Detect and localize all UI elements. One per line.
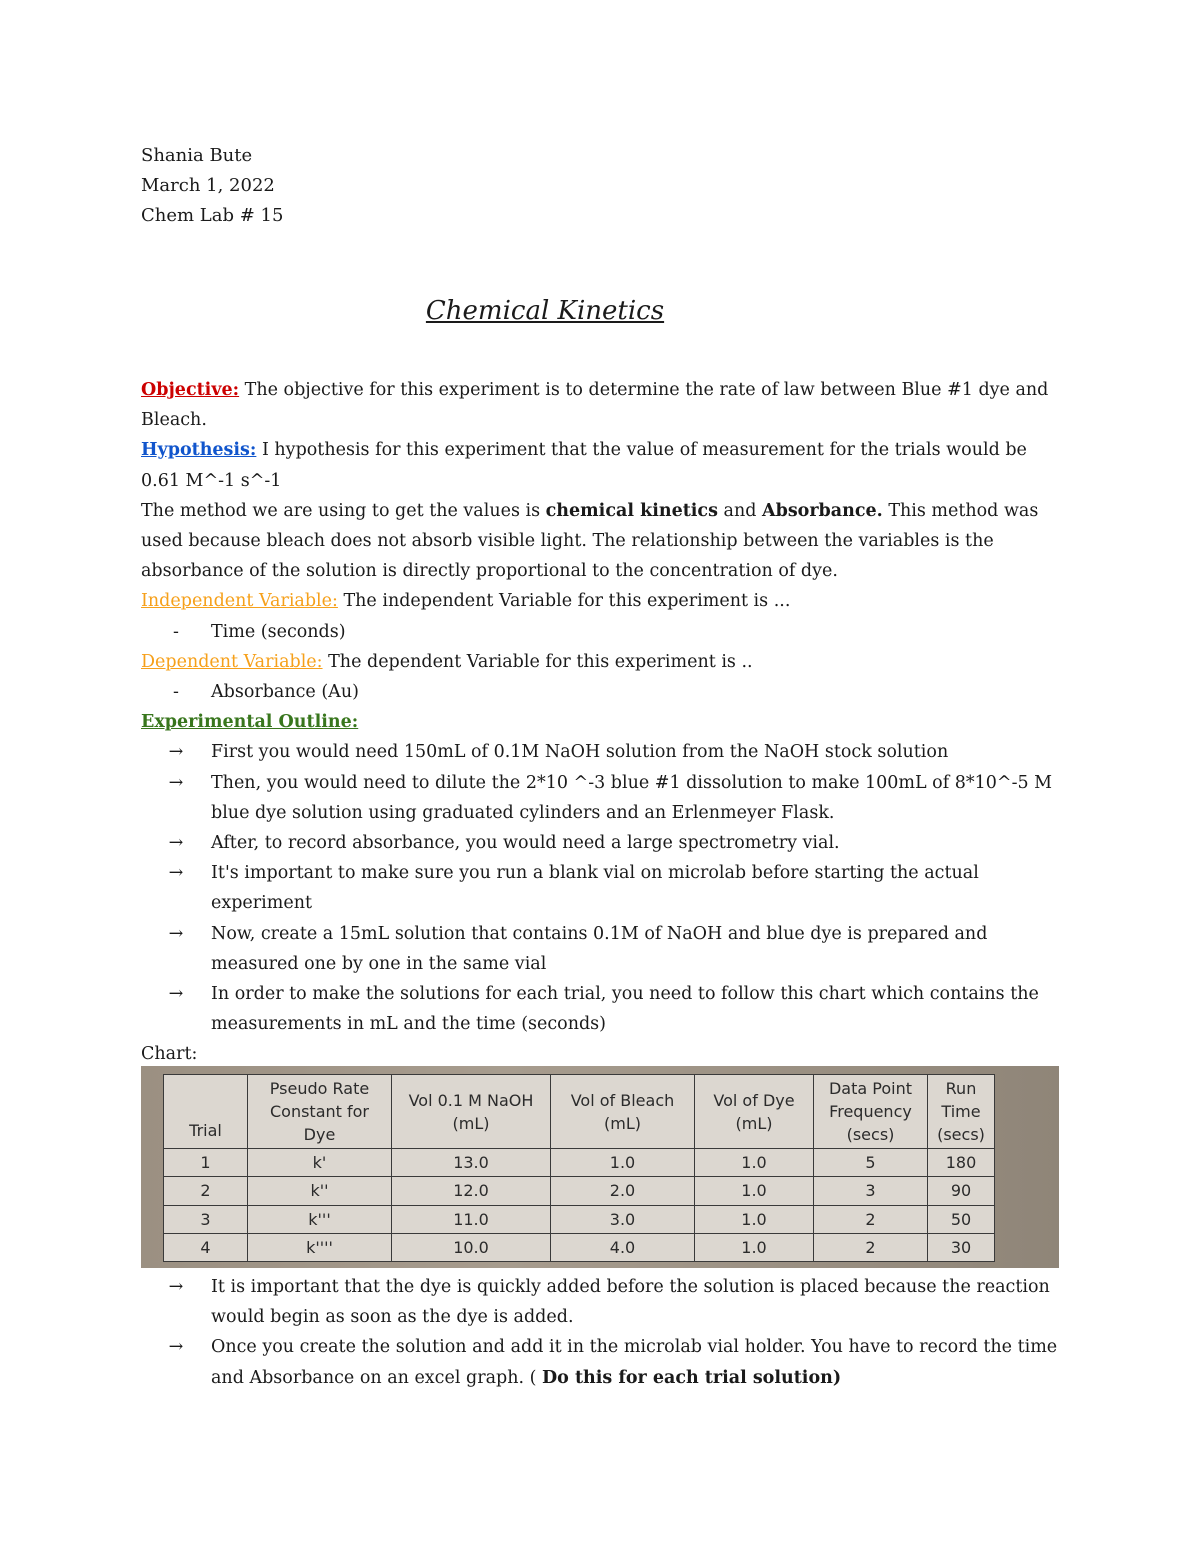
- outline-step-text: Then, you would need to dilute the 2*10 ^-3 blue #1 dissolution to make 100mL of 8*10^-5 M blue dye solution using graduated cylinders and an Erlenmeyer Flask.: [211, 772, 1053, 823]
- column-header: Vol of Bleach (mL): [551, 1075, 695, 1149]
- table-cell: 1.0: [695, 1149, 814, 1177]
- column-header: Run Time (secs): [928, 1075, 995, 1149]
- dependent-bullet-text: Absorbance (Au): [211, 682, 359, 703]
- table-cell: k'''': [248, 1233, 392, 1261]
- hypothesis-paragraph: [141, 435, 1061, 495]
- column-header: Vol 0.1 M NaOH (mL): [392, 1075, 551, 1149]
- table-row: [164, 1233, 995, 1261]
- column-header: Pseudo Rate Constant for Dye: [248, 1075, 392, 1149]
- independent-bullet-text: Time (seconds): [211, 621, 346, 642]
- table-cell: 2: [814, 1205, 928, 1233]
- trial-table-photo: [141, 1066, 1059, 1268]
- method-text-mid: and: [717, 500, 762, 521]
- dependent-text: The dependent Variable for this experiment is ..: [322, 651, 753, 672]
- dash-bullet: -: [173, 682, 179, 703]
- outline-step-text-plain: Once you create the solution and add it in the microlab vial holder. You have to record the time and Absorbance on an excel graph. (: [211, 1337, 1058, 1388]
- method-text-post: This method was used because bleach does not absorb visible light. The relationship between the variables is the absorbance of the solution is directly proportional to the concentration of dye.: [141, 500, 1039, 582]
- dash-bullet: -: [173, 621, 179, 642]
- outline-step: [141, 919, 1061, 979]
- objective-text: The objective for this experiment is to determine the rate of law between Blue #1 dye and Bleach.: [141, 380, 1049, 431]
- arrow-icon: →: [168, 863, 184, 884]
- method-text-pre: The method we are using to get the values is: [141, 500, 546, 521]
- trial-table: [163, 1074, 995, 1262]
- table-row: [164, 1149, 995, 1177]
- table-cell: 1.0: [695, 1233, 814, 1261]
- arrow-icon: →: [168, 742, 184, 763]
- arrow-icon: →: [168, 984, 184, 1005]
- outline-step-text: After, to record absorbance, you would need a large spectrometry vial.: [211, 833, 840, 854]
- outline-step: [141, 768, 1061, 828]
- outline-step: [141, 828, 1061, 858]
- table-cell: 1: [164, 1149, 248, 1177]
- arrow-icon: →: [168, 833, 184, 854]
- table-cell: 2: [164, 1177, 248, 1205]
- report-body: [141, 375, 1061, 1070]
- arrow-icon: →: [168, 1337, 184, 1358]
- column-header: Trial: [164, 1075, 248, 1149]
- table-cell: k'': [248, 1177, 392, 1205]
- table-row: [164, 1177, 995, 1205]
- independent-text: The independent Variable for this experiment is ...: [337, 591, 791, 612]
- table-cell: 3.0: [551, 1205, 695, 1233]
- table-cell: 1.0: [695, 1177, 814, 1205]
- table-cell: 1.0: [695, 1205, 814, 1233]
- independent-bullet: [141, 617, 1061, 647]
- table-cell: 50: [928, 1205, 995, 1233]
- outline-step: [141, 737, 1061, 767]
- column-header: Vol of Dye (mL): [695, 1075, 814, 1149]
- objective-paragraph: [141, 375, 1061, 435]
- table-cell: 180: [928, 1149, 995, 1177]
- outline-step: [141, 1272, 1061, 1332]
- table-cell: k': [248, 1149, 392, 1177]
- table-cell: 2: [814, 1233, 928, 1261]
- outline-heading: [141, 707, 1061, 737]
- table-cell: 3: [164, 1205, 248, 1233]
- table-cell: 10.0: [392, 1233, 551, 1261]
- objective-label: Objective:: [141, 380, 240, 400]
- report-date: March 1, 2022: [141, 175, 275, 196]
- hypothesis-text: I hypothesis for this experiment that the value of measurement for the trials would be 0.61 M^-1 s^-1: [141, 440, 1027, 491]
- table-cell: 11.0: [392, 1205, 551, 1233]
- table-cell: 4.0: [551, 1233, 695, 1261]
- dependent-label: Dependent Variable:: [141, 651, 323, 672]
- outline-step: [141, 858, 1061, 918]
- chart-label: Chart:: [141, 1044, 198, 1065]
- table-cell: 13.0: [392, 1149, 551, 1177]
- independent-paragraph: [141, 586, 1061, 616]
- author-name: Shania Bute: [141, 145, 253, 166]
- table-cell: 2.0: [551, 1177, 695, 1205]
- outline-step-text: First you would need 150mL of 0.1M NaOH solution from the NaOH stock solution: [211, 742, 949, 763]
- outline-step-text: [211, 1332, 1061, 1392]
- hypothesis-label: Hypothesis:: [141, 440, 257, 461]
- lab-number: Chem Lab # 15: [141, 205, 284, 226]
- table-header-row: [164, 1075, 995, 1149]
- method-bold-absorbance: Absorbance.: [762, 500, 883, 521]
- dependent-paragraph: [141, 647, 1061, 677]
- table-cell: 3: [814, 1177, 928, 1205]
- outline-step-text: In order to make the solutions for each trial, you need to follow this chart which contains the measurements in mL and the time (seconds): [211, 984, 1039, 1035]
- arrow-icon: →: [168, 923, 184, 944]
- method-paragraph: [141, 496, 1061, 587]
- outline-label: Experimental Outline:: [141, 712, 359, 733]
- outline-step: [141, 979, 1061, 1039]
- method-bold-kinetics: chemical kinetics: [545, 500, 718, 521]
- table-cell: 1.0: [551, 1149, 695, 1177]
- table-row: [164, 1205, 995, 1233]
- table-cell: k''': [248, 1205, 392, 1233]
- dependent-bullet: [141, 677, 1061, 707]
- table-cell: 5: [814, 1149, 928, 1177]
- table-cell: 12.0: [392, 1177, 551, 1205]
- arrow-icon: →: [168, 772, 184, 793]
- outline-step-text: It is important that the dye is quickly added before the solution is placed because the reaction would begin as soon as the dye is added.: [211, 1277, 1050, 1328]
- arrow-icon: →: [168, 1277, 184, 1297]
- table-cell: 90: [928, 1177, 995, 1205]
- outline-step: [141, 1332, 1061, 1392]
- column-header: Data Point Frequency (secs): [814, 1075, 928, 1149]
- outline-step-text-bold: Do this for each trial solution): [542, 1367, 842, 1388]
- outline-step-text: It's important to make sure you run a blank vial on microlab before starting the actual experiment: [211, 863, 979, 914]
- table-cell: 4: [164, 1233, 248, 1261]
- document-title: Chemical Kinetics: [425, 296, 665, 326]
- outline-step-text: Now, create a 15mL solution that contains 0.1M of NaOH and blue dye is prepared and measured one by one in the same vial: [211, 923, 988, 974]
- post-table-notes: [141, 1272, 1061, 1393]
- table-cell: 30: [928, 1233, 995, 1261]
- independent-label: Independent Variable:: [141, 591, 338, 612]
